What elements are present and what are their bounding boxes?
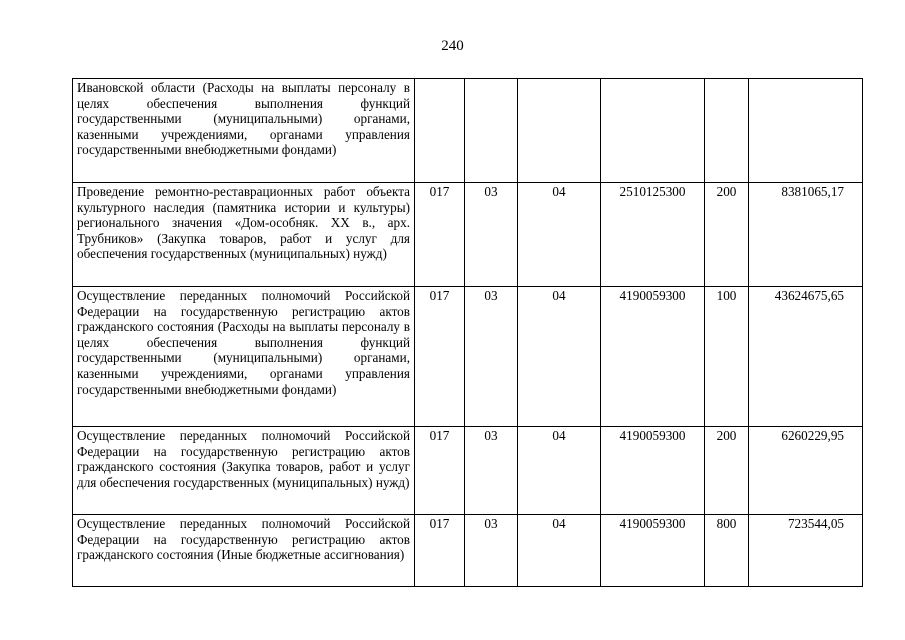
- cell-amount: 6260229,95: [749, 427, 863, 515]
- cell-section-code: 03: [465, 427, 518, 515]
- cell-section-code: [465, 79, 518, 183]
- cell-description: Осуществление переданных полномочий Российской Федерации на государственную регистрацию актов гражданского состояния (Иные бюджетные ассигнования): [73, 515, 415, 587]
- cell-ministry-code: 017: [415, 287, 465, 427]
- table-row: [73, 79, 863, 183]
- table-row: [73, 427, 863, 515]
- cell-subsection-code: 04: [518, 183, 601, 287]
- cell-subsection-code: 04: [518, 515, 601, 587]
- cell-ministry-code: 017: [415, 427, 465, 515]
- cell-subsection-code: 04: [518, 427, 601, 515]
- cell-expense-type: 800: [705, 515, 749, 587]
- cell-target-article: [601, 79, 705, 183]
- cell-subsection-code: 04: [518, 287, 601, 427]
- cell-section-code: 03: [465, 515, 518, 587]
- cell-description: Ивановской области (Расходы на выплаты персоналу в целях обеспечения выполнения функций государственными (муниципальными) органами, казенными учреждениями, органами управления государственными внебюджетными фондами): [73, 79, 415, 183]
- cell-amount: 723544,05: [749, 515, 863, 587]
- cell-target-article: 2510125300: [601, 183, 705, 287]
- cell-subsection-code: [518, 79, 601, 183]
- cell-target-article: 4190059300: [601, 427, 705, 515]
- cell-ministry-code: 017: [415, 183, 465, 287]
- cell-expense-type: 200: [705, 427, 749, 515]
- table-row: [73, 287, 863, 427]
- cell-amount: 43624675,65: [749, 287, 863, 427]
- budget-table-body: [73, 79, 863, 587]
- cell-section-code: 03: [465, 183, 518, 287]
- page-number: 240: [441, 38, 464, 54]
- cell-ministry-code: 017: [415, 515, 465, 587]
- cell-expense-type: 200: [705, 183, 749, 287]
- cell-target-article: 4190059300: [601, 287, 705, 427]
- cell-ministry-code: [415, 79, 465, 183]
- table-row: [73, 515, 863, 587]
- cell-description: Проведение ремонтно-реставрационных работ объекта культурного наследия (памятника истории и культуры) регионального значения «Дом-особняк. XX в., арх. Трубников» (Закупка товаров, работ и услуг для обеспечения государственных (муниципальных) нужд): [73, 183, 415, 287]
- table-row: [73, 183, 863, 287]
- cell-expense-type: 100: [705, 287, 749, 427]
- cell-section-code: 03: [465, 287, 518, 427]
- cell-amount: [749, 79, 863, 183]
- cell-expense-type: [705, 79, 749, 183]
- budget-table: [72, 78, 863, 587]
- cell-target-article: 4190059300: [601, 515, 705, 587]
- cell-description: Осуществление переданных полномочий Российской Федерации на государственную регистрацию актов гражданского состояния (Закупка товаров, работ и услуг для обеспечения государственных (муниципальных) нужд): [73, 427, 415, 515]
- cell-description: Осуществление переданных полномочий Российской Федерации на государственную регистрацию актов гражданского состояния (Расходы на выплаты персоналу в целях обеспечения выполнения функций государственными (муниципальными) органами, казенными учреждениями, органами управления государственными внебюджетными фондами): [73, 287, 415, 427]
- cell-amount: 8381065,17: [749, 183, 863, 287]
